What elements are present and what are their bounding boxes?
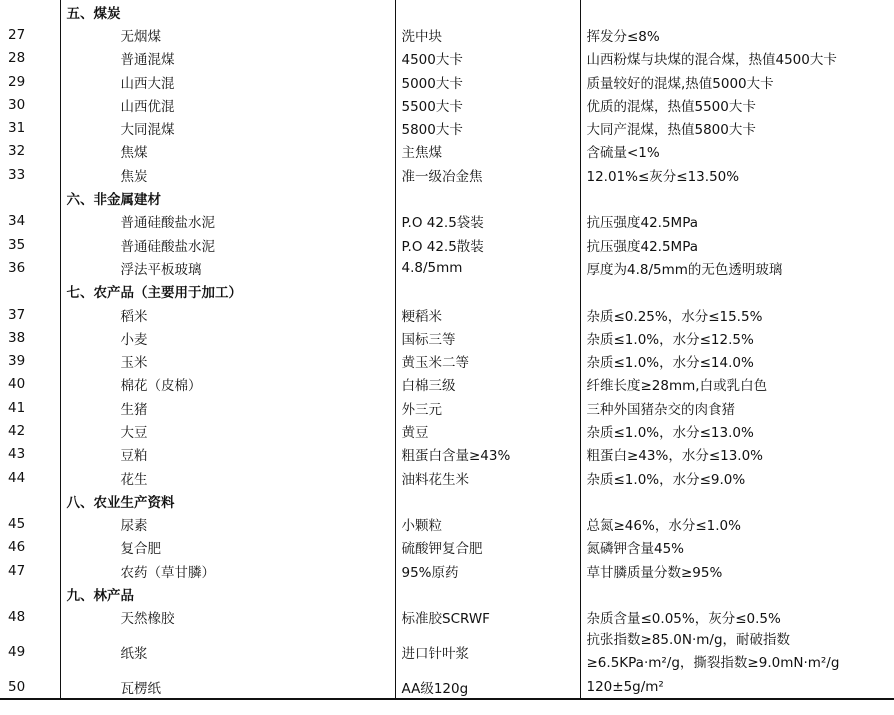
standard-cell: [395, 582, 580, 605]
description-cell: [580, 186, 894, 209]
standard-cell: 标准胶SCRWF: [395, 606, 580, 629]
standard-cell: 白棉三级: [395, 373, 580, 396]
row-number: 44: [8, 469, 26, 486]
standard-cell: 准一级冶金焦: [395, 163, 580, 186]
standard-cell: [395, 186, 580, 209]
product-name-cell: [60, 70, 395, 93]
row-number: 28: [8, 50, 26, 67]
section-title: 八、农业生产资料: [66, 494, 175, 511]
product-name: 生猪: [120, 401, 148, 418]
product-name-cell: [60, 140, 395, 163]
section-title: 五、煤炭: [66, 5, 121, 22]
description-cell: 含硫量<1%: [580, 140, 894, 163]
table-row: [0, 256, 894, 279]
product-name-cell: [60, 629, 395, 675]
row-number: 35: [8, 236, 26, 253]
product-name-cell: [60, 536, 395, 559]
section-title: 九、林产品: [66, 588, 134, 605]
product-name: 普通硅酸盐水泥: [120, 238, 215, 255]
description-cell: [580, 489, 894, 512]
table-row: [0, 70, 894, 93]
row-number: 50: [8, 678, 26, 695]
description-cell: 抗压强度42.5MPa: [580, 210, 894, 233]
description-cell: 草甘膦质量分数≥95%: [580, 559, 894, 582]
section-header-row: [0, 280, 894, 303]
table-row: [0, 23, 894, 46]
table-row: [0, 326, 894, 349]
table-row: [0, 536, 894, 559]
product-name: 棉花（皮棉）: [120, 378, 202, 395]
table-row: [0, 140, 894, 163]
description-cell: 质量较好的混煤,热值5000大卡: [580, 70, 894, 93]
description-cell: 120±5g/m²: [580, 675, 894, 698]
product-name: 复合肥: [120, 541, 161, 558]
product-name: 无烟煤: [120, 28, 161, 45]
product-name-cell: [60, 606, 395, 629]
standard-cell: 4500大卡: [395, 47, 580, 70]
table-row: [0, 559, 894, 582]
product-name-cell: [60, 396, 395, 419]
standard-cell: 油料花生米: [395, 466, 580, 489]
row-number: [0, 489, 60, 512]
description-cell: 纤维长度≥28mm,白或乳白色: [580, 373, 894, 396]
standard-cell: [395, 280, 580, 303]
row-number: 41: [8, 399, 26, 416]
standard-cell: 粗蛋白含量≥43%: [395, 443, 580, 466]
standard-cell: 5000大卡: [395, 70, 580, 93]
standard-cell: 外三元: [395, 396, 580, 419]
row-number: 32: [8, 143, 26, 160]
standard-cell: [395, 489, 580, 512]
description-cell: 优质的混煤，热值5500大卡: [580, 93, 894, 116]
product-name: 瓦楞纸: [120, 680, 161, 697]
table-row: [0, 116, 894, 139]
table-row: [0, 513, 894, 536]
table-row: [0, 396, 894, 419]
product-name: 尿素: [120, 518, 148, 535]
standard-cell: [395, 0, 580, 23]
row-number: 48: [8, 609, 26, 626]
table-row: [0, 606, 894, 629]
description-cell: 杂质≤0.25%，水分≤15.5%: [580, 303, 894, 326]
table-row: [0, 93, 894, 116]
product-name: 浮法平板玻璃: [120, 261, 202, 278]
table-row: [0, 163, 894, 186]
product-name-cell: [60, 559, 395, 582]
row-number: 27: [8, 26, 26, 43]
standard-cell: 粳稻米: [395, 303, 580, 326]
product-name-cell: [60, 675, 395, 698]
product-name: 山西优混: [120, 98, 175, 115]
standard-cell: 国标三等: [395, 326, 580, 349]
table-row: [0, 47, 894, 70]
description-cell: 三种外国猪杂交的肉食猪: [580, 396, 894, 419]
row-number: 40: [8, 376, 26, 393]
product-name-cell: [60, 163, 395, 186]
product-name: 普通硅酸盐水泥: [120, 215, 215, 232]
product-name-cell: [60, 303, 395, 326]
standard-cell: 主焦煤: [395, 140, 580, 163]
description-cell: 杂质≤1.0%，水分≤13.0%: [580, 419, 894, 442]
row-number: 29: [8, 73, 26, 90]
product-name: 天然橡胶: [120, 611, 175, 628]
product-name-cell: [60, 326, 395, 349]
description-cell: 杂质含量≤0.05%，灰分≤0.5%: [580, 606, 894, 629]
standard-cell: P.O 42.5散装: [395, 233, 580, 256]
row-number: 31: [8, 120, 26, 137]
table-row: [0, 349, 894, 372]
row-number: 39: [8, 353, 26, 370]
table-row: [0, 675, 894, 698]
product-name-cell: [60, 256, 395, 279]
table-row: [0, 373, 894, 396]
section-title-cell: [60, 582, 395, 605]
section-header-row: [0, 582, 894, 605]
row-number: [0, 582, 60, 605]
section-title-cell: [60, 280, 395, 303]
product-name: 大同混煤: [120, 122, 175, 139]
product-name: 稻米: [120, 308, 148, 325]
row-number: 37: [8, 306, 26, 323]
description-cell: 抗压强度42.5MPa: [580, 233, 894, 256]
standard-cell: 黄豆: [395, 419, 580, 442]
product-name: 焦煤: [120, 145, 148, 162]
description-cell: 粗蛋白≥43%，水分≤13.0%: [580, 443, 894, 466]
standard-cell: AA级120g: [395, 675, 580, 698]
standard-cell: 4.8/5mm: [395, 256, 580, 279]
standard-cell: 黄玉米二等: [395, 349, 580, 372]
row-number: 46: [8, 539, 26, 556]
description-cell: 厚度为4.8/5mm的无色透明玻璃: [580, 256, 894, 279]
standard-cell: 进口针叶浆: [395, 629, 580, 675]
table-row: [0, 233, 894, 256]
table-row: [0, 210, 894, 233]
product-name: 豆粕: [120, 448, 148, 465]
row-number: 49: [8, 644, 26, 661]
description-cell: [580, 0, 894, 23]
row-number: [0, 280, 60, 303]
standard-cell: 5800大卡: [395, 116, 580, 139]
row-number: 45: [8, 516, 26, 533]
product-name-cell: [60, 93, 395, 116]
description-cell: 氮磷钾含量45%: [580, 536, 894, 559]
product-name: 焦炭: [120, 168, 148, 185]
description-cell: 山西粉煤与块煤的混合煤，热值4500大卡: [580, 47, 894, 70]
description-cell: 杂质≤1.0%，水分≤14.0%: [580, 349, 894, 372]
description-cell: [580, 280, 894, 303]
table-row: [0, 443, 894, 466]
standard-cell: 小颗粒: [395, 513, 580, 536]
product-name: 山西大混: [120, 75, 175, 92]
row-number: 36: [8, 259, 26, 276]
row-number: 30: [8, 96, 26, 113]
product-name-cell: [60, 513, 395, 536]
description-cell: 抗张指数≥85.0N·m/g，耐破指数≥6.5KPa·m²/g，撕裂指数≥9.0mN·m²/g: [580, 629, 894, 675]
table-row: [0, 466, 894, 489]
description-cell: 大同产混煤，热值5800大卡: [580, 116, 894, 139]
description-cell: 挥发分≤8%: [580, 23, 894, 46]
section-header-row: [0, 186, 894, 209]
section-title: 六、非金属建材: [66, 192, 161, 209]
product-name-cell: [60, 47, 395, 70]
description-cell: [580, 582, 894, 605]
row-number: 34: [8, 213, 26, 230]
table-row: [0, 419, 894, 442]
section-header-row: [0, 0, 894, 23]
product-name-cell: [60, 419, 395, 442]
product-name-cell: [60, 116, 395, 139]
standard-cell: 5500大卡: [395, 93, 580, 116]
description-cell: 总氮≥46%，水分≤1.0%: [580, 513, 894, 536]
product-name-cell: [60, 233, 395, 256]
row-number: 42: [8, 422, 26, 439]
product-name: 农药（草甘膦）: [120, 564, 215, 581]
standard-cell: 洗中块: [395, 23, 580, 46]
product-name: 玉米: [120, 355, 148, 372]
product-name-cell: [60, 349, 395, 372]
row-number: 43: [8, 446, 26, 463]
section-title-cell: [60, 186, 395, 209]
standard-cell: 硫酸钾复合肥: [395, 536, 580, 559]
table-bottom-rule: [0, 698, 894, 700]
product-name: 普通混煤: [120, 52, 175, 69]
product-name-cell: [60, 466, 395, 489]
row-number: 47: [8, 562, 26, 579]
row-number: [0, 0, 60, 23]
product-name-cell: [60, 23, 395, 46]
description-cell: 杂质≤1.0%，水分≤12.5%: [580, 326, 894, 349]
product-name: 大豆: [120, 424, 148, 441]
section-title: 七、农产品（主要用于加工）: [66, 285, 242, 302]
standard-cell: 95%原药: [395, 559, 580, 582]
product-name: 小麦: [120, 331, 148, 348]
product-name-cell: [60, 210, 395, 233]
product-name: 花生: [120, 471, 148, 488]
table-row: [0, 629, 894, 675]
product-name: 纸浆: [120, 646, 148, 663]
section-title-cell: [60, 0, 395, 23]
section-header-row: [0, 489, 894, 512]
row-number: 38: [8, 329, 26, 346]
product-name-cell: [60, 373, 395, 396]
section-title-cell: [60, 489, 395, 512]
standard-cell: P.O 42.5袋装: [395, 210, 580, 233]
description-cell: 杂质≤1.0%，水分≤9.0%: [580, 466, 894, 489]
product-name-cell: [60, 443, 395, 466]
description-cell: 12.01%≤灰分≤13.50%: [580, 163, 894, 186]
row-number: [0, 186, 60, 209]
table-row: [0, 303, 894, 326]
row-number: 33: [8, 166, 26, 183]
